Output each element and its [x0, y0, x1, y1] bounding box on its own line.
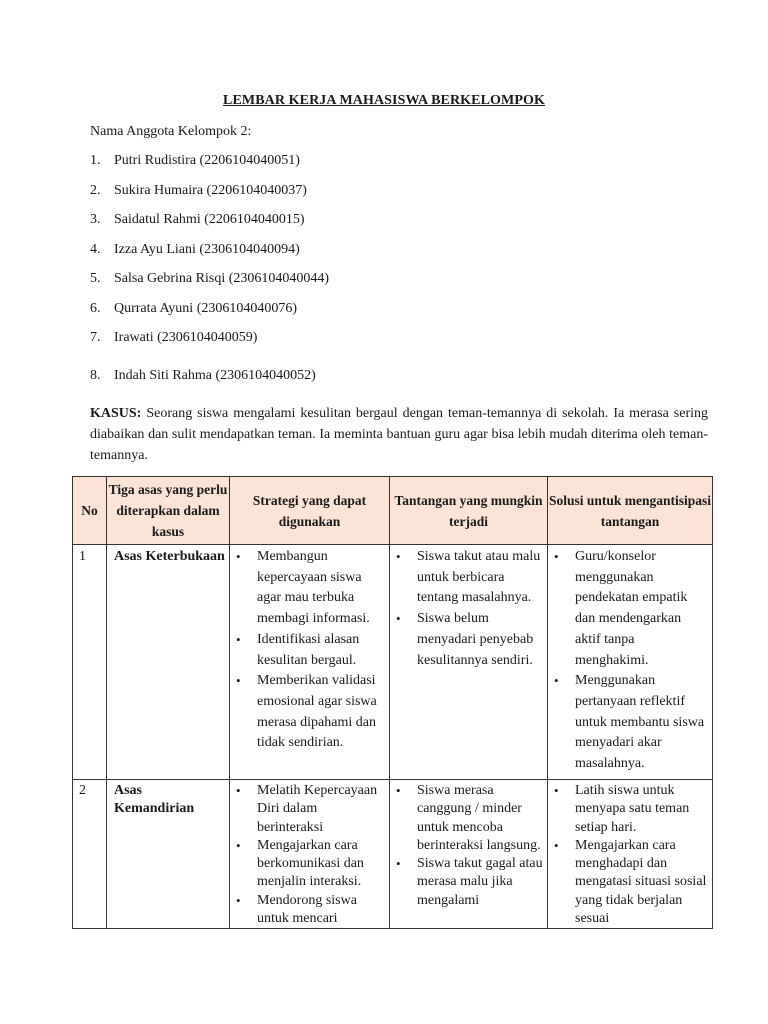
- list-item: • Latih siswa untuk menyapa satu teman setiap hari.: [548, 782, 708, 837]
- member-name: Salsa Gebrina Risqi (2306104040044): [114, 271, 330, 286]
- row-asas: Asas Keterbukaan: [107, 545, 230, 780]
- member-item: 6. Qurrata Ayuni (2306104040076): [90, 300, 298, 316]
- table-header-row: [73, 477, 713, 545]
- case-text: Seorang siswa mengalami kesulitan bergaul dengan teman-temannya di sekolah. Ia merasa sering diabaikan dan sulit mendapatkan teman. Ia meminta bantuan guru agar bisa lebih mudah diterima oleh teman-temannya.: [90, 406, 708, 463]
- member-name: Sukira Humaira (2206104040037): [114, 182, 307, 198]
- group-label: Nama Anggota Kelompok 2:: [90, 124, 252, 139]
- list-item: • Memberikan validasi emosional agar siswa merasa dipahami dan tidak sendirian.: [230, 671, 385, 754]
- row-number: 1: [73, 545, 107, 780]
- member-item: 8. Indah Siti Rahma (2306104040052): [90, 368, 316, 383]
- document-title: LEMBAR KERJA MAHASISWA BERKELOMPOK: [223, 93, 545, 108]
- member-name: Indah Siti Rahma (2306104040052): [114, 368, 316, 383]
- header-asas: Tiga asas yang perlu diterapkan dalam kasus: [107, 477, 230, 545]
- list-item: • Mengajarkan cara berkomunikasi dan menjalin interaksi.: [230, 837, 385, 892]
- row-strategi: [230, 545, 390, 780]
- table-row: [73, 780, 713, 929]
- list-item: • Mendorong siswa untuk mencari: [230, 892, 385, 929]
- case-description: [90, 403, 708, 466]
- member-item: 5. Salsa Gebrina Risqi (2306104040044): [90, 271, 330, 286]
- member-item: 7. Irawati (2306104040059): [90, 330, 258, 345]
- case-label: KASUS:: [90, 406, 142, 421]
- member-name: Putri Rudistira (2206104040051): [114, 153, 300, 168]
- row-solusi: [548, 780, 713, 929]
- member-item: 2. Sukira Humaira (2206104040037): [90, 182, 307, 198]
- member-item: 1. Putri Rudistira (2206104040051): [90, 153, 300, 168]
- list-item: • Siswa belum menyadari penyebab kesulitannya sendiri.: [390, 609, 543, 671]
- list-item: • Mengajarkan cara menghadapi dan mengatasi situasi sosial yang tidak berjalan sesuai: [548, 837, 708, 928]
- row-number: 2: [73, 780, 107, 929]
- member-item: 4. Izza Ayu Liani (2306104040094): [90, 241, 300, 257]
- header-strategi: Strategi yang dapat digunakan: [230, 477, 390, 545]
- list-item: • Siswa takut gagal atau merasa malu jika mengalami: [390, 855, 543, 910]
- list-item: • Guru/konselor menggunakan pendekatan empatik dan mendengarkan aktif tanpa menghakimi.: [548, 547, 708, 671]
- row-strategi: [230, 780, 390, 929]
- list-item: • Menggunakan pertanyaan reflektif untuk membantu siswa menyadari akar masalahnya.: [548, 671, 708, 775]
- header-solusi: Solusi untuk mengantisipasi tantangan: [548, 477, 713, 545]
- member-name: Irawati (2306104040059): [114, 330, 258, 345]
- list-item: • Siswa takut atau malu untuk berbicara tentang masalahnya.: [390, 547, 543, 609]
- row-tantangan: [390, 780, 548, 929]
- list-item: • Melatih Kepercayaan Diri dalam berinteraksi: [230, 782, 385, 837]
- member-name: Izza Ayu Liani (2306104040094): [114, 241, 300, 257]
- list-item: • Identifikasi alasan kesulitan bergaul.: [230, 630, 385, 671]
- member-item: 3. Saidatul Rahmi (2206104040015): [90, 212, 305, 227]
- member-name: Saidatul Rahmi (2206104040015): [114, 212, 305, 227]
- header-tantangan: Tantangan yang mungkin terjadi: [390, 477, 548, 545]
- member-name: Qurrata Ayuni (2306104040076): [114, 300, 298, 316]
- row-solusi: [548, 545, 713, 780]
- table-row: [73, 545, 713, 780]
- row-tantangan: [390, 545, 548, 780]
- list-item: • Membangun kepercayaan siswa agar mau terbuka membagi informasi.: [230, 547, 385, 630]
- header-no: No: [73, 477, 107, 545]
- worksheet-table: [72, 476, 713, 929]
- list-item: • Siswa merasa canggung / minder untuk mencoba berinteraksi langsung.: [390, 782, 543, 855]
- row-asas: Asas Kemandirian: [107, 780, 230, 929]
